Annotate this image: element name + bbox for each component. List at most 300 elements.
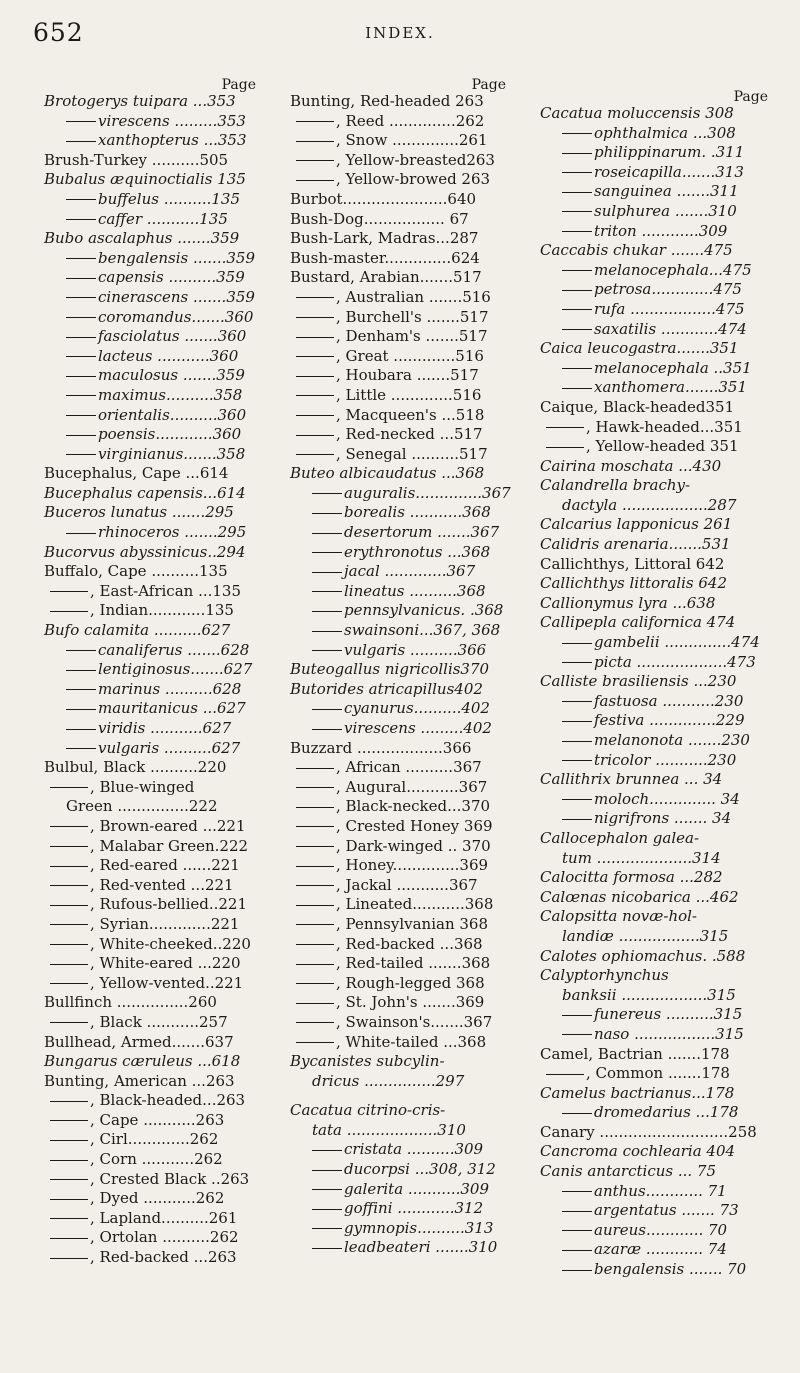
index-entry-text: gymnopis..........313 bbox=[344, 1218, 494, 1237]
ditto-dash bbox=[562, 799, 592, 800]
index-entry-text: , Jackal ...........367 bbox=[336, 875, 478, 894]
index-entry-text: orientalis..........360 bbox=[98, 405, 247, 424]
ditto-dash bbox=[50, 983, 88, 984]
index-entry-text: jacal .............367 bbox=[344, 562, 476, 581]
index-entry bbox=[290, 543, 506, 563]
index-entry bbox=[540, 398, 768, 418]
ditto-dash bbox=[312, 493, 342, 494]
index-entry-text: Cacatua moluccensis 308 bbox=[540, 104, 734, 122]
ditto-dash bbox=[50, 964, 88, 965]
index-entry bbox=[540, 476, 768, 496]
ditto-dash bbox=[546, 427, 584, 428]
index-entry bbox=[540, 163, 768, 183]
ditto-dash bbox=[296, 885, 334, 886]
ditto-dash bbox=[312, 591, 342, 592]
index-entry-text: banksii ..................315 bbox=[562, 985, 736, 1004]
index-entry-text: nigrifrons ....... 34 bbox=[594, 809, 732, 828]
ditto-dash bbox=[66, 258, 96, 259]
index-entry bbox=[540, 182, 768, 202]
index-entry-text: , Red-eared ......221 bbox=[90, 856, 240, 875]
ditto-dash bbox=[312, 552, 342, 553]
index-entry-text: tricolor ...........230 bbox=[594, 750, 737, 769]
index-entry-text: Caccabis chukar .......475 bbox=[540, 241, 733, 260]
index-entry bbox=[44, 1209, 256, 1229]
index-entry-text: Bunting, American ...263 bbox=[44, 1071, 235, 1090]
index-entry-text: , Snow ..............261 bbox=[336, 131, 488, 150]
index-entry-text: , Black-necked...370 bbox=[336, 797, 491, 816]
index-entry-text: Bucephalus capensis...614 bbox=[44, 483, 246, 502]
index-entry bbox=[290, 856, 506, 876]
index-entry bbox=[44, 1013, 256, 1033]
index-entry-text: , Red-backed ...368 bbox=[336, 934, 483, 953]
ditto-dash bbox=[562, 1113, 592, 1114]
index-entry bbox=[290, 641, 506, 661]
index-entry-text: moloch.............. 34 bbox=[594, 789, 740, 808]
index-entry bbox=[44, 1052, 256, 1072]
ditto-dash bbox=[562, 368, 592, 369]
index-entry-text: , Red-necked ...517 bbox=[336, 425, 483, 444]
index-entry-text: funereus ..........315 bbox=[594, 1005, 743, 1024]
index-entry bbox=[44, 464, 256, 484]
index-entry-text: Bycanistes subcylin- bbox=[290, 1052, 445, 1071]
index-entry bbox=[290, 268, 506, 288]
index-entry-text: , Macqueen's ...518 bbox=[336, 405, 485, 424]
ditto-dash bbox=[562, 1270, 592, 1271]
index-entry bbox=[540, 378, 768, 398]
index-entry bbox=[44, 112, 256, 132]
index-entry-text: auguralis..............367 bbox=[344, 483, 511, 502]
running-head: INDEX. bbox=[365, 24, 435, 42]
index-entry bbox=[290, 1033, 506, 1053]
index-entry bbox=[540, 300, 768, 320]
ditto-dash bbox=[312, 709, 342, 710]
ditto-dash bbox=[296, 866, 334, 867]
index-entry-text: Bustard, Arabian.......517 bbox=[290, 268, 482, 287]
index-entry bbox=[44, 974, 256, 994]
index-entry-text: Calyptorhynchus bbox=[540, 966, 669, 985]
index-entry-text: , Crested Black ..263 bbox=[90, 1169, 250, 1188]
index-entry-text: , Yellow-browed 263 bbox=[336, 170, 491, 189]
index-entry bbox=[44, 856, 256, 876]
index-entry bbox=[290, 1238, 506, 1258]
index-entry bbox=[540, 731, 768, 751]
index-entry-text: aureus............ 70 bbox=[594, 1220, 728, 1239]
ditto-dash bbox=[562, 231, 592, 232]
ditto-dash bbox=[312, 513, 342, 514]
index-entry-text: , Senegal ..........517 bbox=[336, 444, 488, 463]
index-entry bbox=[290, 327, 506, 347]
page-number: 652 bbox=[33, 18, 84, 47]
index-entry bbox=[540, 1221, 768, 1241]
index-entry bbox=[540, 1103, 768, 1123]
index-entry bbox=[44, 308, 256, 328]
index-entry bbox=[290, 445, 506, 465]
index-entry-text: xanthopterus ...353 bbox=[98, 131, 247, 150]
ditto-dash bbox=[50, 1218, 88, 1219]
ditto-dash bbox=[546, 1074, 584, 1075]
index-entry-text: , Lineated...........368 bbox=[336, 895, 494, 914]
index-entry bbox=[290, 425, 506, 445]
index-entry-text: goffini ............312 bbox=[344, 1199, 484, 1218]
index-entry bbox=[540, 359, 768, 379]
index-entry-text: canaliferus .......628 bbox=[98, 640, 250, 659]
index-entry-text: Bunting, Red-headed 263 bbox=[290, 92, 484, 110]
index-entry bbox=[290, 954, 506, 974]
index-entry-text: Buceros lunatus .......295 bbox=[44, 503, 234, 522]
index-entry bbox=[540, 692, 768, 712]
ditto-dash bbox=[296, 180, 334, 181]
index-entry bbox=[44, 425, 256, 445]
index-entry-text: Canis antarcticus ... 75 bbox=[540, 1162, 717, 1181]
ditto-dash bbox=[312, 631, 342, 632]
ditto-dash bbox=[562, 819, 592, 820]
index-entry bbox=[44, 680, 256, 700]
index-entry-text: , Yellow-breasted263 bbox=[336, 150, 495, 169]
index-entry-text: Canary ...........................258 bbox=[540, 1122, 757, 1141]
index-entry-text: , Rufous-bellied..221 bbox=[90, 895, 248, 914]
ditto-dash bbox=[296, 317, 334, 318]
index-entry-text: , Swainson's.......367 bbox=[336, 1012, 493, 1031]
index-entry-text: fastuosa ...........230 bbox=[594, 691, 744, 710]
index-entry-text: Bush-Lark, Madras...287 bbox=[290, 229, 479, 248]
index-entry-text: Calopsitta novæ-hol- bbox=[540, 907, 698, 926]
index-entry-text: dricus ...............297 bbox=[312, 1071, 465, 1090]
index-entry-text: Cancroma cochlearia 404 bbox=[540, 1142, 736, 1161]
index-entry bbox=[540, 241, 768, 261]
index-entry bbox=[540, 457, 768, 477]
index-entry bbox=[44, 562, 256, 582]
index-entry bbox=[44, 1091, 256, 1111]
index-entry-text: azaræ ............ 74 bbox=[594, 1240, 727, 1259]
ditto-dash bbox=[562, 388, 592, 389]
index-entry-text: , Lapland..........261 bbox=[90, 1208, 238, 1227]
index-entry bbox=[290, 1013, 506, 1033]
index-entry bbox=[290, 170, 506, 190]
index-entry-text: , Syrian.............221 bbox=[90, 914, 240, 933]
index-entry-text: buffelus ..........135 bbox=[98, 189, 241, 208]
index-entry bbox=[44, 445, 256, 465]
index-entry bbox=[44, 954, 256, 974]
index-entry bbox=[540, 1123, 768, 1143]
ditto-dash bbox=[296, 337, 334, 338]
index-entry bbox=[290, 464, 506, 484]
index-entry bbox=[44, 131, 256, 151]
index-entry bbox=[44, 543, 256, 563]
index-entry bbox=[44, 190, 256, 210]
index-entry-text: poensis............360 bbox=[98, 425, 242, 444]
index-entry-text: Cairina moschata ...430 bbox=[540, 456, 722, 475]
index-entry bbox=[44, 1150, 256, 1170]
index-entry-text: Caique, Black-headed351 bbox=[540, 397, 735, 416]
index-column-2: Page Bunting, Red-headed 263 , Reed ..............262 , Snow ..............261 , Yellow-breasted263 , Yellow-browed 263 Burbot......................640 Bush-Dog................. 67 Bush-Lark, Madras...287 Bush-master..............624 Bustard, Arabian.......517 , Australian .......516 , Burchell's .......517 , Denham's .......517 , Great .............516 , Houbara .......517 , Little .............516 , Macqueen's ...518 , Red-necked ...517 , Senegal ..........517 Buteo albicaudatus ...368 auguralis..............367 borealis ...........368 desertorum .......367 erythronotus ...368 jacal .............367 lineatus ..........368 pennsylvanicus. .368 swainsoni...367, 368 vulgaris ..........366 Buteogallus nigricollis370 Butorides atricapillus402 cyanurus..........402 virescens .........402 Buzzard ..................366 , African ..........367 , Augural...........367 , Black-necked...370 , Crested Honey 369 , Dark-winged .. 370 , Honey..............369 , Jackal ...........367 , Lineated...........368 , Pennsylvanian 368 , Red-backed ...368 , Red-tailed .......368 , Rough-legged 368 , St. John's .......369 , Swainson's.......367 , White-tailed ...368 Bycanistes subcylin- dricus ...............297 Cacatua citrino-cris- tata ...................310 cristata ..........309 ducorpsi ...308, 312 galerita ...........309 goffini ............312 gymnopis..........313 leadbeateri .......310 bbox=[290, 77, 511, 1257]
index-entry bbox=[540, 966, 768, 986]
ditto-dash bbox=[296, 826, 334, 827]
index-entry-text: , Rough-legged 368 bbox=[336, 973, 485, 992]
index-entry bbox=[44, 641, 256, 661]
index-entry-text: cristata ..........309 bbox=[344, 1140, 484, 1159]
index-entry bbox=[44, 699, 256, 719]
ditto-dash bbox=[296, 1042, 334, 1043]
index-entry-text: , Red-vented ...221 bbox=[90, 875, 234, 894]
ditto-dash bbox=[312, 572, 342, 573]
index-entry-text: cinerascens .......359 bbox=[98, 287, 255, 306]
index-entry-text: erythronotus ...368 bbox=[344, 542, 491, 561]
index-entry bbox=[44, 817, 256, 837]
index-entry bbox=[540, 672, 768, 692]
index-entry bbox=[540, 339, 768, 359]
index-entry-text: lacteus ...........360 bbox=[98, 346, 239, 365]
index-entry-text: rufa ..................475 bbox=[594, 299, 745, 318]
index-entry-text: rhinoceros .......295 bbox=[98, 523, 247, 542]
ditto-dash bbox=[296, 297, 334, 298]
index-entry-text: , Burchell's .......517 bbox=[336, 307, 489, 326]
ditto-dash bbox=[312, 611, 342, 612]
index-entry-text: mauritanicus ...627 bbox=[98, 699, 246, 718]
index-entry bbox=[44, 739, 256, 759]
index-entry-text: Bubalus æquinoctialis 135 bbox=[44, 170, 246, 189]
index-entry bbox=[540, 1025, 768, 1045]
index-entry-text: melanocephala...475 bbox=[594, 260, 752, 279]
ditto-dash bbox=[66, 435, 96, 436]
index-entry-text: Camel, Bactrian .......178 bbox=[540, 1044, 730, 1063]
index-entry-text: vulgaris ..........366 bbox=[344, 640, 487, 659]
index-entry bbox=[44, 1248, 256, 1268]
ditto-dash bbox=[66, 278, 96, 279]
ditto-dash bbox=[562, 270, 592, 271]
index-entry-text: Buteo albicaudatus ...368 bbox=[290, 464, 485, 483]
index-entry bbox=[290, 719, 506, 739]
ditto-dash bbox=[66, 415, 96, 416]
ditto-dash bbox=[66, 141, 96, 142]
index-entry-text: , Hawk-headed...351 bbox=[586, 417, 743, 436]
index-entry-text: vulgaris ..........627 bbox=[98, 738, 241, 757]
index-entry bbox=[540, 653, 768, 673]
ditto-dash bbox=[50, 1120, 88, 1121]
index-entry bbox=[290, 483, 511, 504]
index-entry-text: melanonota .......230 bbox=[594, 731, 750, 749]
ditto-dash bbox=[296, 964, 334, 965]
index-entry-text: maximus..........358 bbox=[98, 385, 243, 404]
index-entry-text: tata ...................310 bbox=[312, 1120, 466, 1139]
index-entry-text: Calidris arenaria.......531 bbox=[540, 535, 731, 554]
index-entry-text: Callichthys, Littoral 642 bbox=[540, 554, 725, 573]
index-entry-text: capensis ..........359 bbox=[98, 268, 245, 287]
index-entry-text: swainsoni...367, 368 bbox=[344, 621, 501, 640]
index-entry bbox=[44, 503, 256, 523]
index-entry bbox=[290, 347, 506, 367]
index-entry bbox=[540, 515, 768, 535]
index-entry-text: Callipepla californica 474 bbox=[540, 613, 736, 632]
index-entry bbox=[44, 582, 256, 602]
index-entry bbox=[290, 758, 506, 778]
ditto-dash bbox=[66, 297, 96, 298]
index-entry bbox=[540, 868, 768, 888]
index-entry-text: , Reed ..............262 bbox=[336, 111, 485, 130]
index-entry-text: Bush-master..............624 bbox=[290, 248, 480, 267]
index-entry bbox=[540, 1064, 768, 1084]
ditto-dash bbox=[66, 670, 96, 671]
index-column-1: Page Brotogerys tuipara ...353 virescens .........353 xanthopterus ...353 Brush-Turkey ..........505 Bubalus æquinoctialis 135 buffelus ..........135 caffer ...........135 Bubo ascalaphus .......359 bengalensis .......359 capensis ..........359 cinerascens .......359 coromandus.......360 fasciolatus .......360 lacteus ...........360 maculosus .......359 maximus..........358 orientalis..........360 poensis............360 virginianus.......358 Bucephalus, Cape ...614 Bucephalus capensis...614 Buceros lunatus .......295 rhinoceros .......295 Bucorvus abyssinicus..294 Buffalo, Cape ..........135 , East-African ...135 , Indian............135 Bufo calamita ..........627 canaliferus .......628 lentiginosus.......627 marinus ..........628 mauritanicus ...627 viridis ...........627 vulgaris ..........627 Bulbul, Black ..........220 , Blue-winged Green ...............222 , Brown-eared ...221 , Malabar Green.222 , Red-eared ......221 , Red-vented ...221 , Rufous-bellied..221 , Syrian.............221 , White-cheeked..220 , White-eared ...220 , Yellow-vented..221 Bullfinch ...............260 , Black ...........257 Bullhead, Armed.......637 Bungarus cæruleus ...618 Bunting, American ...263 , Black-headed...263 , Cape ...........263 , Cirl.............262 , Corn ...........262 , Crested Black ..263 , Dyed ...........262 , Lapland..........261 , Ortolan ..........262 , Red-backed ...263 bbox=[44, 77, 256, 1267]
index-entry bbox=[290, 876, 506, 896]
index-entry bbox=[540, 555, 768, 575]
index-entry bbox=[540, 829, 768, 849]
ditto-dash bbox=[50, 1160, 88, 1161]
index-entry-text: , Cirl.............262 bbox=[90, 1130, 219, 1149]
ditto-dash bbox=[296, 768, 334, 769]
index-entry-text: virescens .........402 bbox=[344, 719, 492, 737]
index-entry bbox=[44, 758, 256, 778]
index-entry bbox=[44, 484, 256, 504]
ditto-dash bbox=[296, 905, 334, 906]
ditto-dash bbox=[296, 924, 334, 925]
index-entry bbox=[44, 366, 256, 386]
index-entry-text: , Augural...........367 bbox=[336, 777, 488, 796]
ditto-dash bbox=[562, 760, 592, 761]
ditto-dash bbox=[562, 741, 592, 742]
index-entry bbox=[44, 92, 256, 112]
index-entry bbox=[290, 210, 506, 230]
ditto-dash bbox=[562, 643, 592, 644]
index-entry bbox=[44, 1170, 256, 1190]
index-entry-text: philippinarum. .311 bbox=[594, 143, 745, 162]
index-entry bbox=[290, 562, 506, 582]
index-entry bbox=[540, 633, 768, 653]
index-entry-text: Calliste brasiliensis ...230 bbox=[540, 672, 737, 691]
index-entry bbox=[290, 503, 506, 523]
index-entry-text: triton ............309 bbox=[594, 221, 728, 240]
index-entry-text: , Common .......178 bbox=[586, 1064, 730, 1083]
index-entry-text: fasciolatus .......360 bbox=[98, 327, 247, 346]
ditto-dash bbox=[562, 290, 592, 291]
index-entry-text: naso .................315 bbox=[594, 1024, 744, 1043]
index-entry-text: roseicapilla.......313 bbox=[594, 162, 744, 181]
index-entry bbox=[44, 797, 256, 817]
index-entry bbox=[540, 143, 768, 163]
index-entry-text: virescens .........353 bbox=[98, 111, 246, 130]
index-entry-text: Buffalo, Cape ..........135 bbox=[44, 562, 228, 581]
index-entry bbox=[44, 719, 256, 739]
index-entry-text: Callionymus lyra ...638 bbox=[540, 593, 716, 612]
ditto-dash bbox=[66, 121, 96, 122]
index-entry bbox=[44, 288, 256, 308]
index-entry-text: , Dyed ...........262 bbox=[90, 1189, 225, 1208]
ditto-dash bbox=[66, 337, 96, 338]
index-entry bbox=[540, 751, 768, 771]
index-entry-text: Bungarus cæruleus ...618 bbox=[44, 1052, 241, 1071]
ditto-dash bbox=[562, 1230, 592, 1231]
index-entry bbox=[290, 1091, 506, 1101]
index-entry bbox=[540, 594, 768, 614]
index-entry bbox=[44, 1228, 256, 1248]
index-entry-text: Bucephalus, Cape ...614 bbox=[44, 464, 229, 483]
index-entry-text: , African ..........367 bbox=[336, 758, 482, 777]
ditto-dash bbox=[50, 885, 88, 886]
index-entry-text: , Yellow-vented..221 bbox=[90, 973, 244, 992]
ditto-dash bbox=[296, 435, 334, 436]
index-entry bbox=[44, 229, 256, 249]
ditto-dash bbox=[66, 199, 96, 200]
index-entry bbox=[540, 222, 768, 242]
index-entry-text: , Black ...........257 bbox=[90, 1012, 228, 1031]
index-entry-text: , Brown-eared ...221 bbox=[90, 816, 246, 835]
index-entry-text: Camelus bactrianus...178 bbox=[540, 1083, 735, 1102]
index-entry bbox=[540, 986, 768, 1006]
index-entry-text: petrosa.............475 bbox=[594, 280, 742, 299]
index-entry-text: lentiginosus.......627 bbox=[98, 660, 253, 679]
index-entry bbox=[44, 386, 256, 406]
ditto-dash bbox=[50, 944, 88, 945]
index-entry-text: , White-tailed ...368 bbox=[336, 1032, 487, 1051]
index-entry-text: Callocephalon galea- bbox=[540, 828, 700, 847]
ditto-dash bbox=[562, 211, 592, 212]
index-entry bbox=[290, 895, 506, 915]
index-entry-text: viridis ...........627 bbox=[98, 719, 232, 737]
index-entry bbox=[44, 1130, 256, 1150]
ditto-dash bbox=[312, 1150, 342, 1151]
ditto-dash bbox=[50, 826, 88, 827]
ditto-dash bbox=[296, 1003, 334, 1004]
ditto-dash bbox=[50, 924, 88, 925]
index-entry bbox=[540, 790, 768, 810]
index-entry bbox=[540, 418, 768, 438]
ditto-dash bbox=[296, 787, 334, 788]
ditto-dash bbox=[296, 944, 334, 945]
index-entry-text: melanocephala ..351 bbox=[594, 358, 752, 377]
index-entry bbox=[290, 1180, 506, 1200]
index-entry-text: ducorpsi ...308, 312 bbox=[344, 1160, 496, 1179]
ditto-dash bbox=[562, 172, 592, 173]
index-entry bbox=[44, 778, 256, 798]
index-entry bbox=[290, 660, 506, 680]
index-entry bbox=[290, 601, 506, 621]
ditto-dash bbox=[66, 533, 96, 534]
index-entry bbox=[290, 131, 506, 151]
ditto-dash bbox=[296, 454, 334, 455]
index-entry-text: sulphurea .......310 bbox=[594, 201, 737, 220]
index-entry-text: picta ...................473 bbox=[594, 652, 756, 671]
ditto-dash bbox=[50, 846, 88, 847]
index-entry-text: , Denham's .......517 bbox=[336, 327, 488, 346]
ditto-dash bbox=[562, 1034, 592, 1035]
index-entry bbox=[540, 320, 768, 340]
index-entry-text: , Red-tailed .......368 bbox=[336, 954, 491, 973]
ditto-dash bbox=[66, 376, 96, 377]
ditto-dash bbox=[66, 219, 96, 220]
ditto-dash bbox=[312, 1209, 342, 1210]
index-entry-text: xanthomera.......351 bbox=[594, 378, 748, 397]
index-entry-text: , Corn ...........262 bbox=[90, 1150, 223, 1169]
index-entry bbox=[290, 366, 506, 386]
ditto-dash bbox=[66, 454, 96, 455]
index-entry-text: , Little .............516 bbox=[336, 385, 482, 404]
index-entry bbox=[540, 574, 768, 594]
ditto-dash bbox=[66, 689, 96, 690]
index-entry bbox=[290, 386, 506, 406]
index-entry bbox=[44, 915, 256, 935]
ditto-dash bbox=[50, 1258, 88, 1259]
index-entry-text: Buzzard ..................366 bbox=[290, 738, 472, 757]
index-entry bbox=[540, 261, 768, 281]
ditto-dash bbox=[296, 376, 334, 377]
ditto-dash bbox=[66, 317, 96, 318]
index-entry-text: Bubo ascalaphus .......359 bbox=[44, 229, 240, 248]
index-entry bbox=[44, 601, 256, 621]
index-entry-text: , Crested Honey 369 bbox=[336, 816, 493, 835]
ditto-dash bbox=[66, 729, 96, 730]
index-entry bbox=[44, 621, 256, 641]
index-entry bbox=[540, 202, 768, 222]
index-entry bbox=[44, 660, 256, 680]
